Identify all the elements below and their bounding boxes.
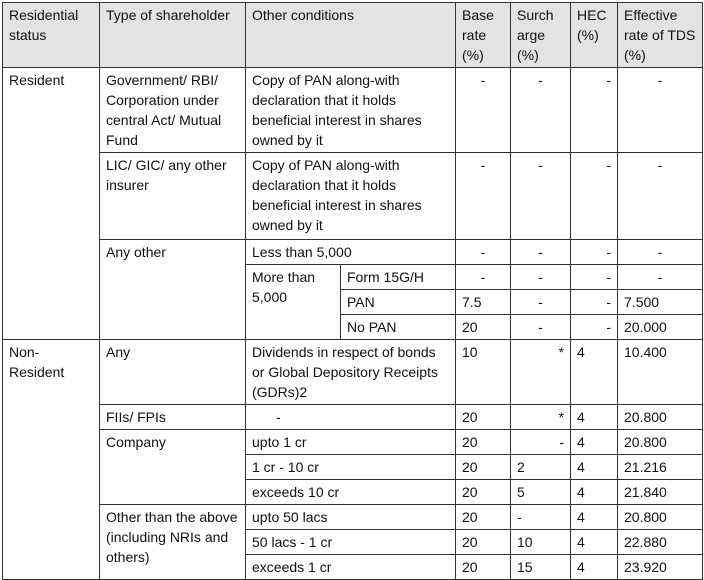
condition-cell: Copy of PAN along-with declaration that it holds beneficial interest in shares owned by it: [246, 153, 456, 240]
shareholder-type: Any: [100, 340, 246, 405]
table-row: [3, 505, 703, 530]
effective-rate-cell: 21.840: [618, 480, 703, 505]
condition-cell: exceeds 1 cr: [246, 555, 456, 580]
table-row: [3, 153, 703, 240]
base-rate-cell: 20: [456, 405, 511, 430]
effective-rate-cell: -: [618, 240, 703, 265]
header-type-of-shareholder: Type of shareholder: [100, 3, 246, 68]
tds-rate-table: [2, 2, 703, 580]
shareholder-type: LIC/ GIC/ any other insurer: [100, 153, 246, 240]
hec-cell: -: [571, 240, 618, 265]
surcharge-cell: -: [511, 430, 571, 455]
header-effective-rate: Effective rate of TDS (%): [618, 3, 703, 68]
hec-cell: 4: [571, 555, 618, 580]
surcharge-cell: 15: [511, 555, 571, 580]
sub-condition-cell: No PAN: [341, 315, 456, 340]
surcharge-cell: -: [511, 153, 571, 240]
hec-cell: 4: [571, 505, 618, 530]
effective-rate-cell: 20.800: [618, 505, 703, 530]
base-rate-cell: -: [456, 240, 511, 265]
surcharge-cell: *: [511, 340, 571, 405]
base-rate-cell: 20: [456, 530, 511, 555]
base-rate-cell: -: [456, 265, 511, 290]
table-row: [3, 340, 703, 405]
condition-cell: upto 50 lacs: [246, 505, 456, 530]
base-rate-cell: 20: [456, 505, 511, 530]
hec-cell: 4: [571, 340, 618, 405]
hec-cell: -: [571, 153, 618, 240]
surcharge-cell: 10: [511, 530, 571, 555]
hec-cell: 4: [571, 430, 618, 455]
shareholder-type: FIIs/ FPIs: [100, 405, 246, 430]
surcharge-cell: -: [511, 265, 571, 290]
base-rate-cell: 20: [456, 455, 511, 480]
shareholder-type: Government/ RBI/ Corporation under central Act/ Mutual Fund: [100, 68, 246, 153]
shareholder-type: Any other: [100, 240, 246, 340]
condition-cell: 50 lacs - 1 cr: [246, 530, 456, 555]
effective-rate-cell: 20.800: [618, 405, 703, 430]
effective-rate-cell: 10.400: [618, 340, 703, 405]
base-rate-cell: 20: [456, 480, 511, 505]
condition-cell: -: [246, 405, 456, 430]
effective-rate-cell: 20.800: [618, 430, 703, 455]
effective-rate-cell: 23.920: [618, 555, 703, 580]
effective-rate-cell: -: [618, 153, 703, 240]
condition-cell: Dividends in respect of bonds or Global Depository Receipts (GDRs)2: [246, 340, 456, 405]
shareholder-type: Company: [100, 430, 246, 505]
base-rate-cell: 20: [456, 555, 511, 580]
condition-cell: exceeds 10 cr: [246, 480, 456, 505]
header-row: [3, 3, 703, 68]
table-row: [3, 405, 703, 430]
header-residential-status: Residential status: [3, 3, 100, 68]
condition-cell: Copy of PAN along-with declaration that it holds beneficial interest in shares owned by it: [246, 68, 456, 153]
surcharge-cell: -: [511, 68, 571, 153]
hec-cell: -: [571, 290, 618, 315]
hec-cell: -: [571, 68, 618, 153]
hec-cell: -: [571, 315, 618, 340]
effective-rate-cell: -: [618, 68, 703, 153]
sub-condition-cell: Form 15G/H: [341, 265, 456, 290]
hec-cell: 4: [571, 455, 618, 480]
surcharge-cell: -: [511, 505, 571, 530]
surcharge-cell: -: [511, 315, 571, 340]
shareholder-type: Other than the above (including NRIs and others): [100, 505, 246, 580]
surcharge-cell: *: [511, 405, 571, 430]
condition-cell: upto 1 cr: [246, 430, 456, 455]
effective-rate-cell: 7.500: [618, 290, 703, 315]
surcharge-cell: 5: [511, 480, 571, 505]
surcharge-cell: -: [511, 290, 571, 315]
base-rate-cell: -: [456, 153, 511, 240]
hec-cell: 4: [571, 405, 618, 430]
base-rate-cell: 20: [456, 315, 511, 340]
header-hec: HEC (%): [571, 3, 618, 68]
hec-cell: -: [571, 265, 618, 290]
table-row: [3, 430, 703, 455]
hec-cell: 4: [571, 480, 618, 505]
base-rate-cell: 20: [456, 430, 511, 455]
status-resident: Resident: [3, 68, 100, 340]
effective-rate-cell: 20.000: [618, 315, 703, 340]
effective-rate-cell: 22.880: [618, 530, 703, 555]
base-rate-cell: -: [456, 68, 511, 153]
surcharge-cell: -: [511, 240, 571, 265]
condition-cell: 1 cr - 10 cr: [246, 455, 456, 480]
base-rate-cell: 10: [456, 340, 511, 405]
table-row: [3, 240, 703, 265]
condition-cell: Less than 5,000: [246, 240, 456, 265]
condition-cell: More than 5,000: [246, 265, 341, 340]
header-base-rate: Base rate (%): [456, 3, 511, 68]
base-rate-cell: 7.5: [456, 290, 511, 315]
surcharge-cell: 2: [511, 455, 571, 480]
header-surcharge: Surch arge (%): [511, 3, 571, 68]
effective-rate-cell: 21.216: [618, 455, 703, 480]
header-other-conditions: Other conditions: [246, 3, 456, 68]
effective-rate-cell: -: [618, 265, 703, 290]
sub-condition-cell: PAN: [341, 290, 456, 315]
hec-cell: 4: [571, 530, 618, 555]
table-row: [3, 68, 703, 153]
status-non-resident: Non-Resident: [3, 340, 100, 580]
